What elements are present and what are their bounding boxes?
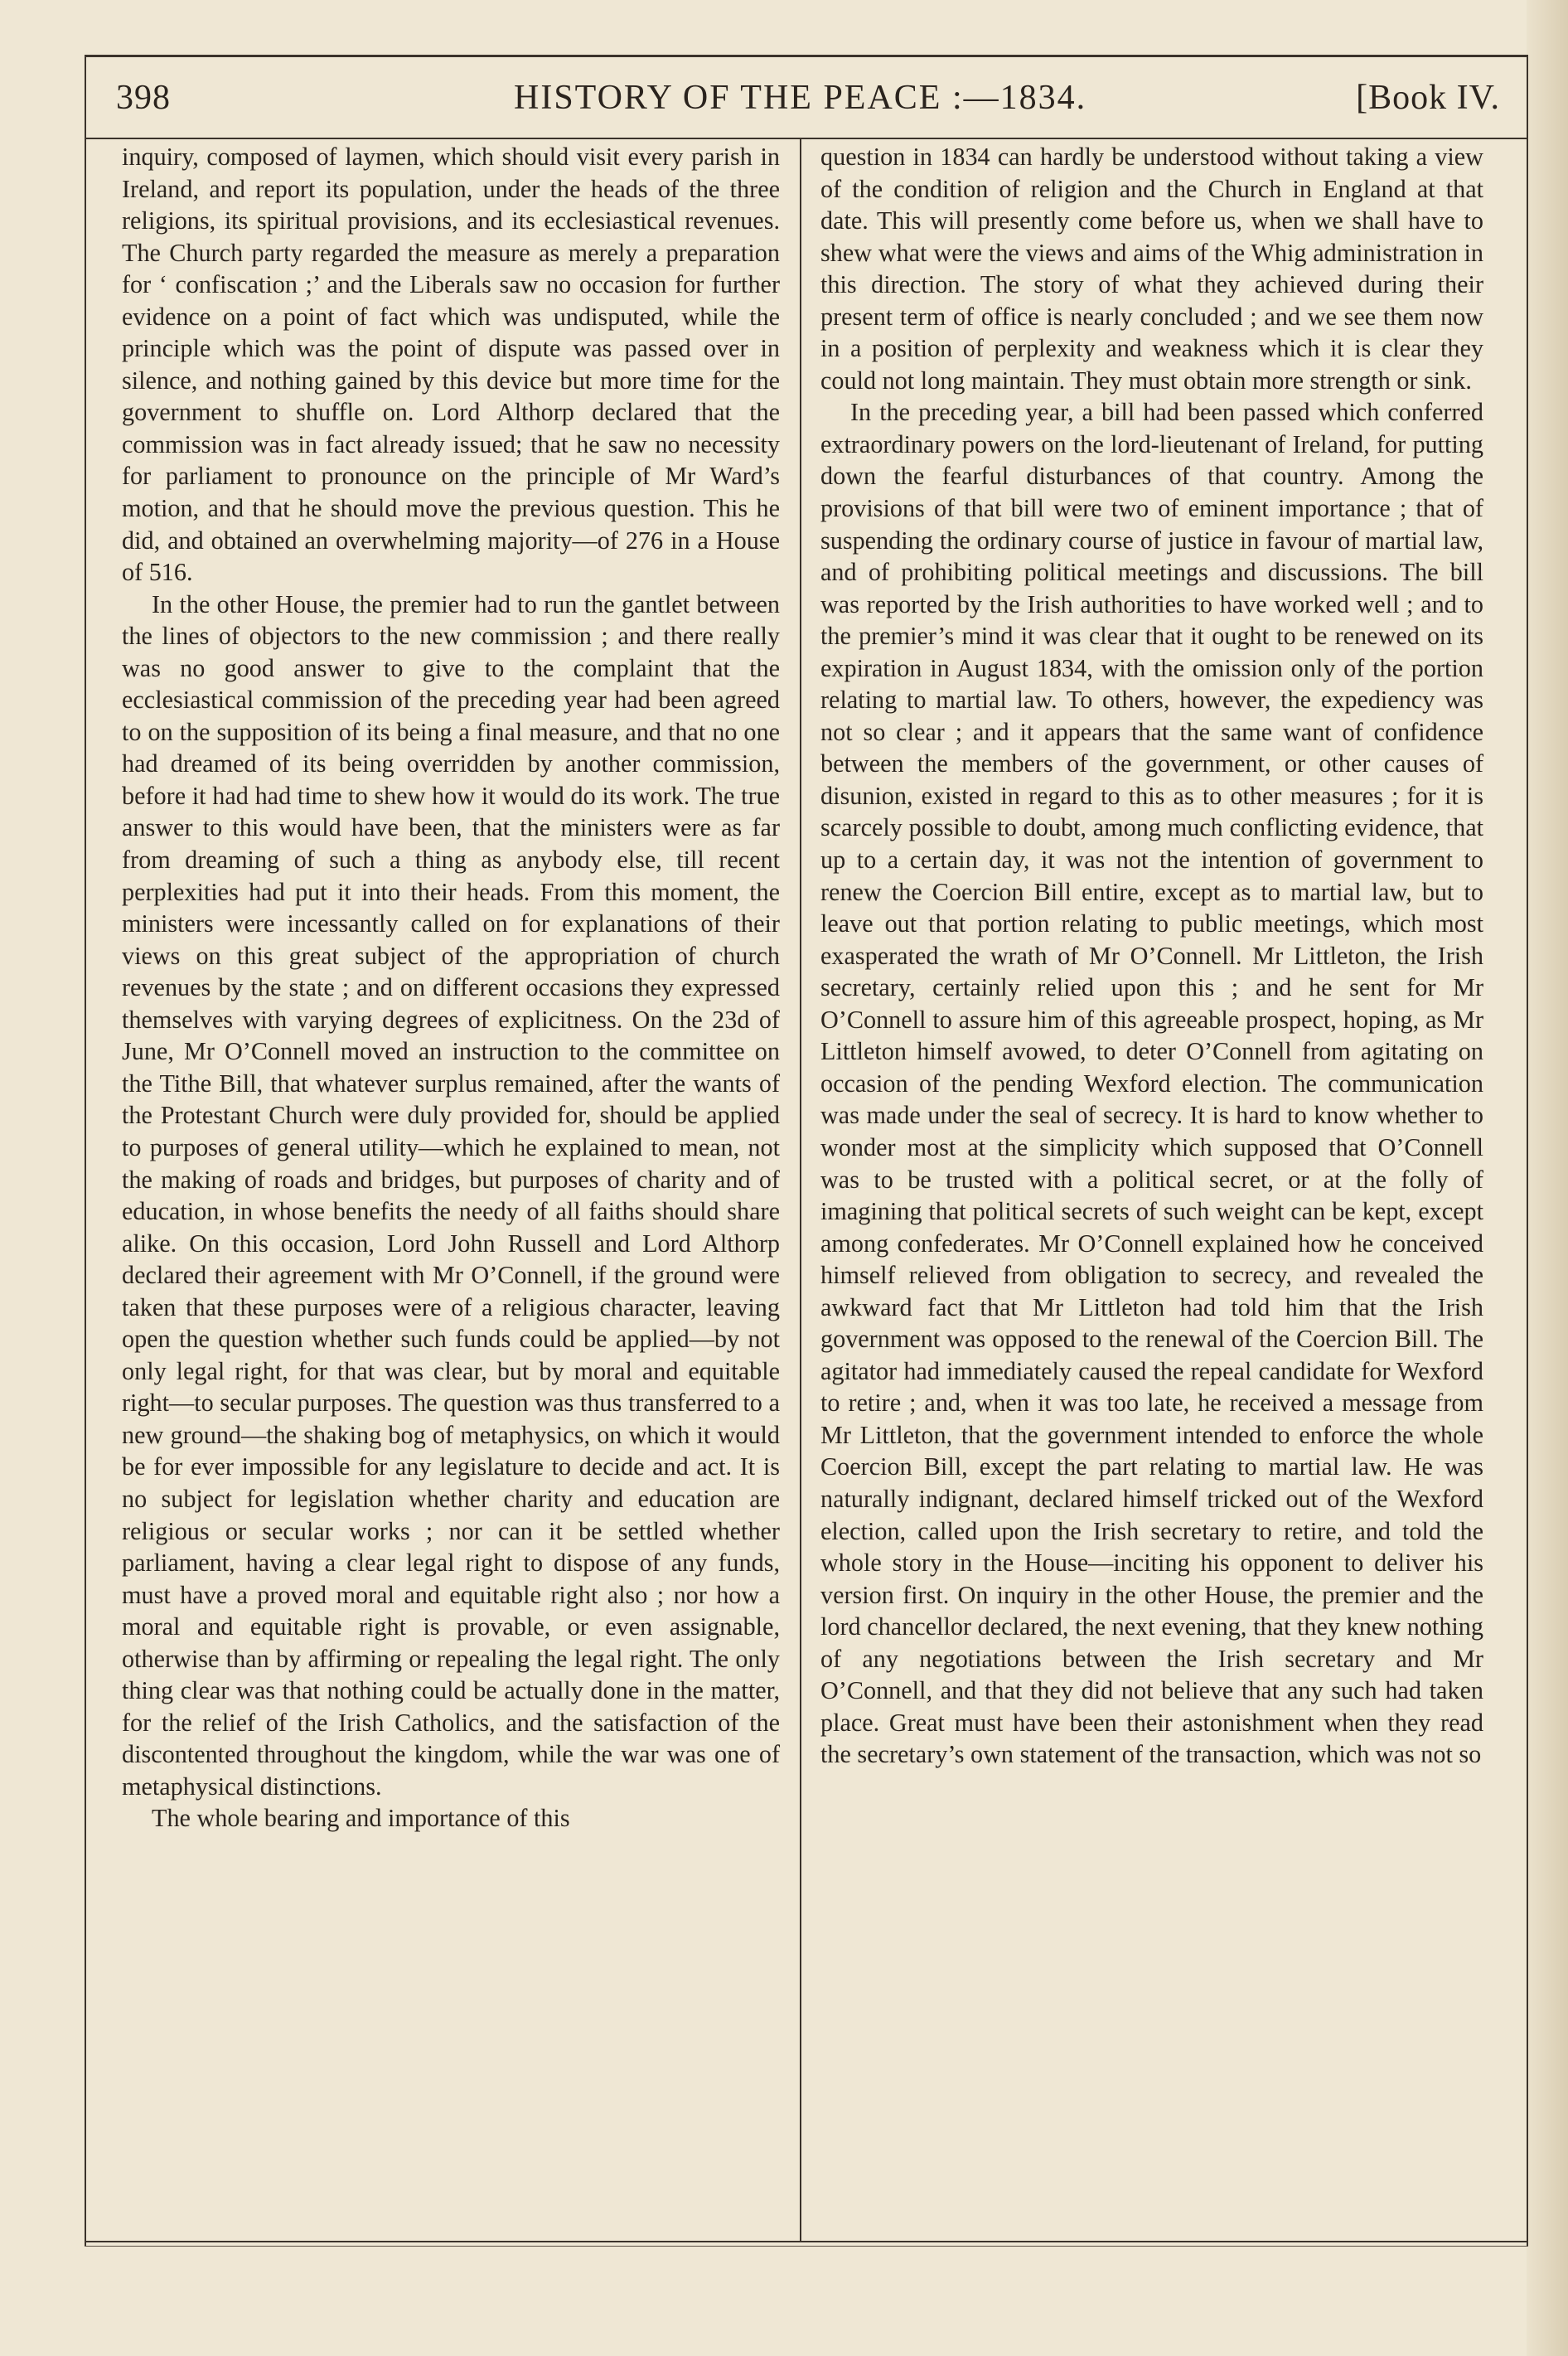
paragraph: The whole bearing and importance of this [152, 1804, 570, 1833]
column-divider-rule [800, 138, 801, 2242]
left-border-rule [85, 55, 86, 2247]
left-column [122, 141, 780, 1835]
paragraph: In the other House, the premier had to run the gantlet between the lines of objectors to the new commission ; and there really was no good answer to give to the complaint that the ecclesiastical commission of the preceding year had been agreed to on the supposition of its being a final measure, and that no one had dreamed of its being overridden by another commission, before it had had time to shew how it would do its work. The true answer to this would have been, that the ministers were as far from dreaming of such a thing as anybody else, till recent perplexities had put it into their heads. From this moment, the ministers were incessantly called on for explanations of their views on this great subject of the appropriation of church revenues by the state ; and on different occasions they expressed themselves with varying degrees of explicitness. On the 23d of June, Mr O’Connell moved an instruction to the committee on the Tithe Bill, that whatever surplus remained, after the wants of the Protestant Church were duly provided for, should be applied to purposes of general utility—which he explained to mean, not the making of roads and bridges, but purposes of charity and of education, in whose benefits the needy of all faiths should share alike. On this occasion, Lord John Russell and Lord Althorp declared their agreement with Mr O’Connell, if the ground were taken that these purposes were of a religious character, leaving open the question whether such funds could be applied—by not only legal right, for that was clear, but by moral and equitable right—to secular purposes. The question was thus transferred to a new ground—the shaking bog of metaphysics, on which it would be for ever impossible for any legislature to decide and act. It is no subject for legislation whether charity and education are religious or secular works ; nor can it be settled whether parliament, having a clear legal right to dispose of any funds, must have a proved moral and equitable right also ; nor how a moral and equitable right is provable, or even assignable, otherwise than by affirming or repealing the legal right. The only thing clear was that nothing could be actually done in the matter, for the relief of the Irish Catholics, and the satisfaction of the discontented throughout the kingdom, while the war was one of metaphysical distinctions. [122, 589, 780, 1801]
right-column [820, 141, 1483, 1771]
page-edge-shadow [1527, 0, 1568, 2356]
paragraph: inquiry, composed of laymen, which should visit every parish in Ireland, and report its population, under the heads of the three religions, its spiritual provisions, and its ecclesiastical revenues. The Church party regarded the measure as merely a preparation for ‘ confiscation ;’ and the Liberals saw no occasion for further evidence on a point of fact which was undisputed, while the principle which was the point of dispute was passed over in silence, and nothing gained by this device but more time for the government to shuffle on. Lord Althorp declared that the commission was in fact already issued; that he saw no necessity for parliament to pronounce on the principle of Mr Ward’s motion, and that he should move the previous question. This he did, and obtained an overwhelming majority—of 276 in a House of 516. [122, 143, 780, 587]
header-rule [85, 138, 1528, 139]
paragraph: question in 1834 can hardly be understood without taking a view of the condition of religion and the Church in England at that date. This will presently come before us, when we shall have to shew what were the views and aims of the Whig administration in this direction. The story of what they achieved during their present term of office is nearly concluded ; and we see them now in a position of perplexity and weakness which it is clear they could not long maintain. They must obtain more strength or sink. [820, 143, 1483, 395]
page-number: 398 [116, 79, 171, 117]
bottom-border-rule-secondary [85, 2246, 1528, 2247]
right-border-rule [1527, 55, 1528, 2247]
book-reference: [Book IV. [1356, 79, 1500, 117]
bottom-border-rule [85, 2241, 1528, 2242]
running-title: HISTORY OF THE PEACE :—1834. [514, 79, 1087, 117]
paragraph: In the preceding year, a bill had been passed which conferred extraordinary powers on the lord-lieutenant of Ireland, for putting down the fearful disturbances of that country. Among the provisions of that bill were two of eminent importance ; that of suspending the ordinary course of justice in favour of martial law, and of prohibiting political meetings and discussions. The bill was reported by the Irish authorities to have worked well ; and to the premier’s mind it was clear that it ought to be renewed on its expiration in August 1834, with the omission only of the portion relating to martial law. To others, however, the expediency was not so clear ; and it appears that the same want of confidence between the members of the government, or other causes of disunion, existed in regard to this as to other measures ; for it is scarcely possible to doubt, among much conflicting evidence, that up to a certain day, it was not the intention of government to renew the Coercion Bill entire, except as to martial law, but to leave out that portion relating to public meetings, which most exasperated the wrath of Mr O’Connell. Mr Littleton, the Irish secretary, certainly relied upon this ; and he sent for Mr O’Connell to assure him of this agreeable prospect, hoping, as Mr Littleton himself avowed, to deter O’Connell from agitating on occasion of the pending Wexford election. The communication was made under the seal of secrecy. It is hard to know whether to wonder most at the simplicity which supposed that O’Connell was to be trusted with a political secret, or at the folly of imagining that political secrets of such weight can be kept, except among confederates. Mr O’Connell explained how he conceived himself relieved from obligation to secrecy, and revealed the awkward fact that Mr Littleton had told him that the Irish government was opposed to the renewal of the Coercion Bill. The agitator had immediately caused the repeal candidate for Wexford to retire ; and, when it was too late, he received a message from Mr Littleton, that the government intended to enforce the whole Coercion Bill, except the part relating to martial law. He was naturally indignant, declared himself tricked out of the Wexford election, called upon the Irish secretary to retire, and told the whole story in the House—inciting his opponent to deliver his version first. On inquiry in the other House, the premier and the lord chancellor declared, the next evening, that they knew nothing of any negotiations between the Irish secretary and Mr O’Connell, and that they did not believe that any such had taken place. Great must have been their astonishment when they read the secretary’s own statement of the transaction, which was not so [820, 398, 1483, 1769]
top-border-rule [85, 55, 1528, 57]
running-header [116, 71, 1500, 129]
